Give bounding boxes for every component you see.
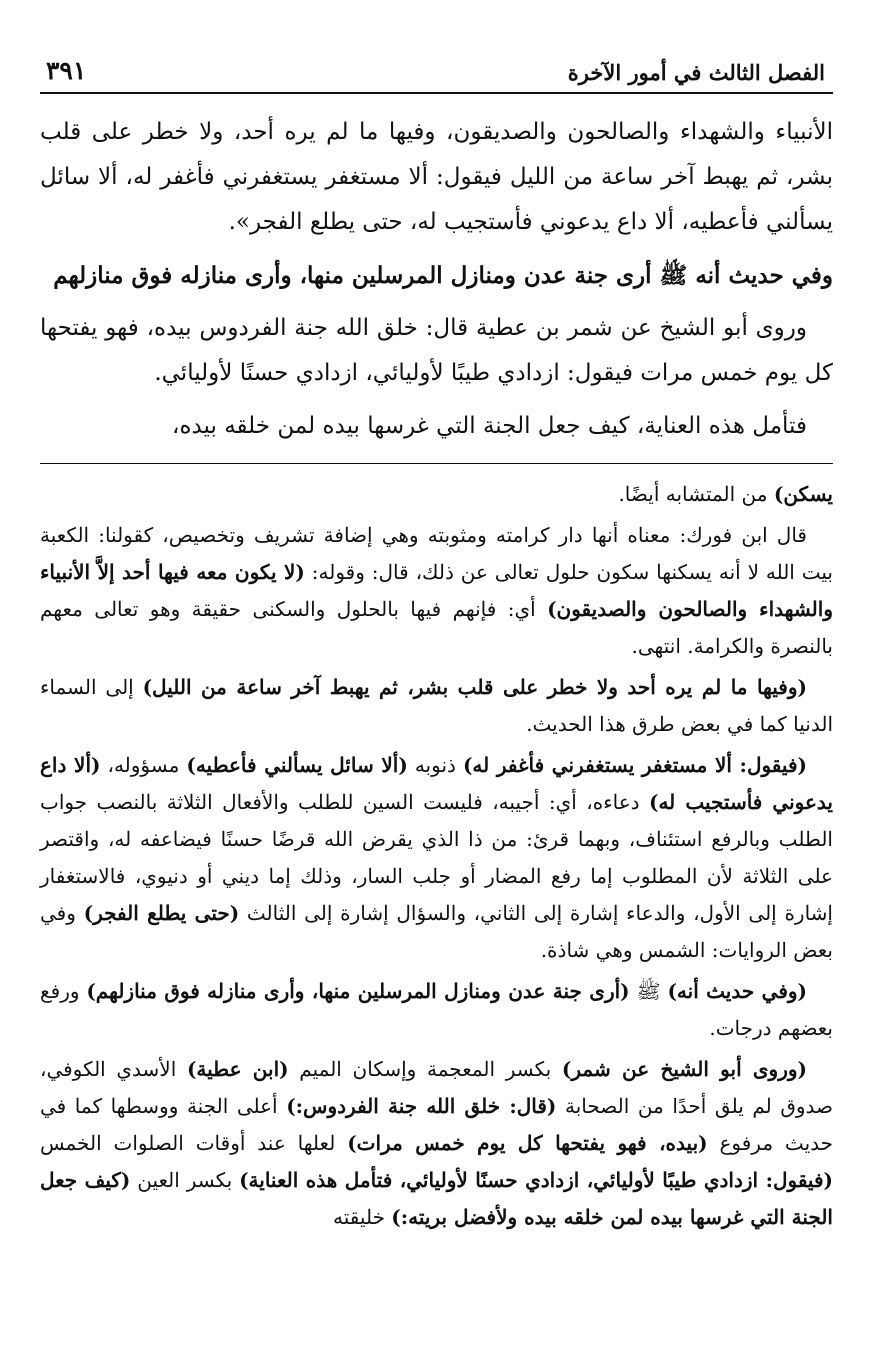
main-paragraph: وروى أبو الشيخ عن شمر بن عطية قال: خلق الله جنة الفردوس بيده، فهو يفتحها كل يوم خمس مرات فيقول: ازدادي طيبًا لأوليائي، ازدادي حسنًا لأوليائي.	[40, 315, 833, 386]
quoted-text: (كيف جعل الجنة التي غرسها بيده لمن خلقه بيده ولأفضل بريته:)	[40, 1168, 833, 1229]
quoted-text: (وفي حديث أنه)	[667, 979, 808, 1003]
commentary-paragraph	[40, 476, 833, 513]
commentary-text: خليقته	[333, 1205, 392, 1229]
quoted-text: (ابن عطية)	[186, 1057, 289, 1081]
quoted-text: (لا يكون معه فيها أحد إلاَّ الأنبياء والشهداء والصالحون والصديقون)	[40, 560, 833, 621]
commentary	[40, 476, 833, 1240]
quoted-text: (حتى يطلع الفجر)	[83, 901, 240, 925]
quoted-text: (وفيها ما لم يره أحد ولا خطر على قلب بشر، ثم يهبط آخر ساعة من الليل)	[142, 675, 807, 699]
quoted-text: (أرى جنة عدن ومنازل المرسلين منها، وأرى منازله فوق منازلهم)	[86, 979, 630, 1003]
commentary-text: قال ابن فورك: معناه أنها دار كرامته ومثوبته وهي إضافة تشريف وتخصيص، كقولنا: الكعبة بيت الله لا أنه يسكنها سكون حلول تعالى عن ذلك، قال: وقوله:	[40, 523, 833, 584]
quoted-text: يسكن)	[773, 482, 833, 506]
page-number: ٣٩١	[46, 56, 87, 85]
quoted-text: (فيقول: ازدادي طيبًا لأوليائي، ازدادي حسنًا لأوليائي، فتأمل هذه العناية)	[239, 1168, 833, 1192]
quoted-text: (بيده، فهو يفتحها كل يوم خمس مرات)	[347, 1131, 708, 1155]
commentary-text: بكسر العين	[130, 1168, 240, 1192]
commentary-text: ورفع بعضهم درجات.	[40, 979, 833, 1040]
page-header	[40, 48, 833, 94]
commentary-text: إلى السماء الدنيا كما في بعض طرق هذا الحديث.	[40, 675, 833, 736]
footnote-divider	[40, 463, 833, 464]
main-paragraph: الأنبياء والشهداء والصالحون والصديقون، وفيها ما لم يره أحد، ولا خطر على قلب بشر، ثم يهبط آخر ساعة من الليل فيقول: ألا مستغفر يستغفرني فأغفر له، ألا سائل يسألني فأعطيه، ألا داع يدعوني فأستجيب له، حتى يطلع الفجر».	[40, 119, 833, 235]
commentary-text: لعلها عند أوقات الصلوات الخمس	[40, 1131, 348, 1155]
quoted-text: (قال: خلق الله جنة الفردوس:)	[286, 1094, 557, 1118]
commentary-text: دعاءه، أي: أجيبه، فليست السين للطلب والأفعال الثلاثة بالنصب جواب الطلب وبالرفع استئناف، وبهما قرئ: من ذا الذي يقرض الله قرضًا حسنًا فيضاعفه له، واقتصر على الثلاثة لأن المطلوب إما رفع المضار أو جلب السار، وذلك إما ديني أو دنيوي، فالاستغفار إشارة إلى الأول، والدعاء إشارة إلى الثاني، والسؤال إشارة إلى الثالث	[40, 790, 833, 925]
commentary-text: أي: فإنهم فيها بالحلول والسكنى حقيقة وهو تعالى معهم بالنصرة والكرامة. انتهى.	[40, 597, 833, 658]
commentary-text: وفي بعض الروايات: الشمس وهي شاذة.	[40, 901, 833, 962]
quoted-text: (وروى أبو الشيخ عن شمر)	[561, 1057, 807, 1081]
commentary-text: ﷺ	[629, 979, 668, 1003]
commentary-paragraph	[40, 669, 833, 743]
commentary-paragraph	[40, 747, 833, 969]
commentary-text: ذنوبه	[407, 753, 463, 777]
running-title: الفصل الثالث في أمور الآخرة	[567, 60, 825, 85]
quoted-text: (ألا داع يدعوني فأستجيب له)	[40, 753, 833, 814]
quoted-text: (ألا سائل يسألني فأعطيه)	[186, 753, 408, 777]
main-text	[40, 110, 833, 457]
commentary-text: أعلى الجنة ووسطها كما في حديث مرفوع	[40, 1094, 834, 1155]
commentary-paragraph	[40, 517, 833, 665]
main-paragraph: فتأمل هذه العناية، كيف جعل الجنة التي غرسها بيده لمن خلقه بيده،	[172, 413, 807, 439]
commentary-text: من المتشابه أيضًا.	[618, 482, 774, 506]
quoted-text: (فيقول: ألا مستغفر يستغفرني فأغفر له)	[462, 753, 807, 777]
commentary-paragraph	[40, 1051, 833, 1236]
commentary-text: بكسر المعجمة وإسكان الميم	[288, 1057, 562, 1081]
commentary-paragraph	[40, 973, 833, 1047]
commentary-text: الأسدي الكوفي، صدوق لم يلق أحدًا من الصحابة	[40, 1057, 833, 1118]
commentary-text: مسؤوله،	[100, 753, 187, 777]
main-paragraph: وفي حديث أنه ﷺ أرى جنة عدن ومنازل المرسلين منها، وأرى منازله فوق منازلهم	[53, 262, 833, 289]
